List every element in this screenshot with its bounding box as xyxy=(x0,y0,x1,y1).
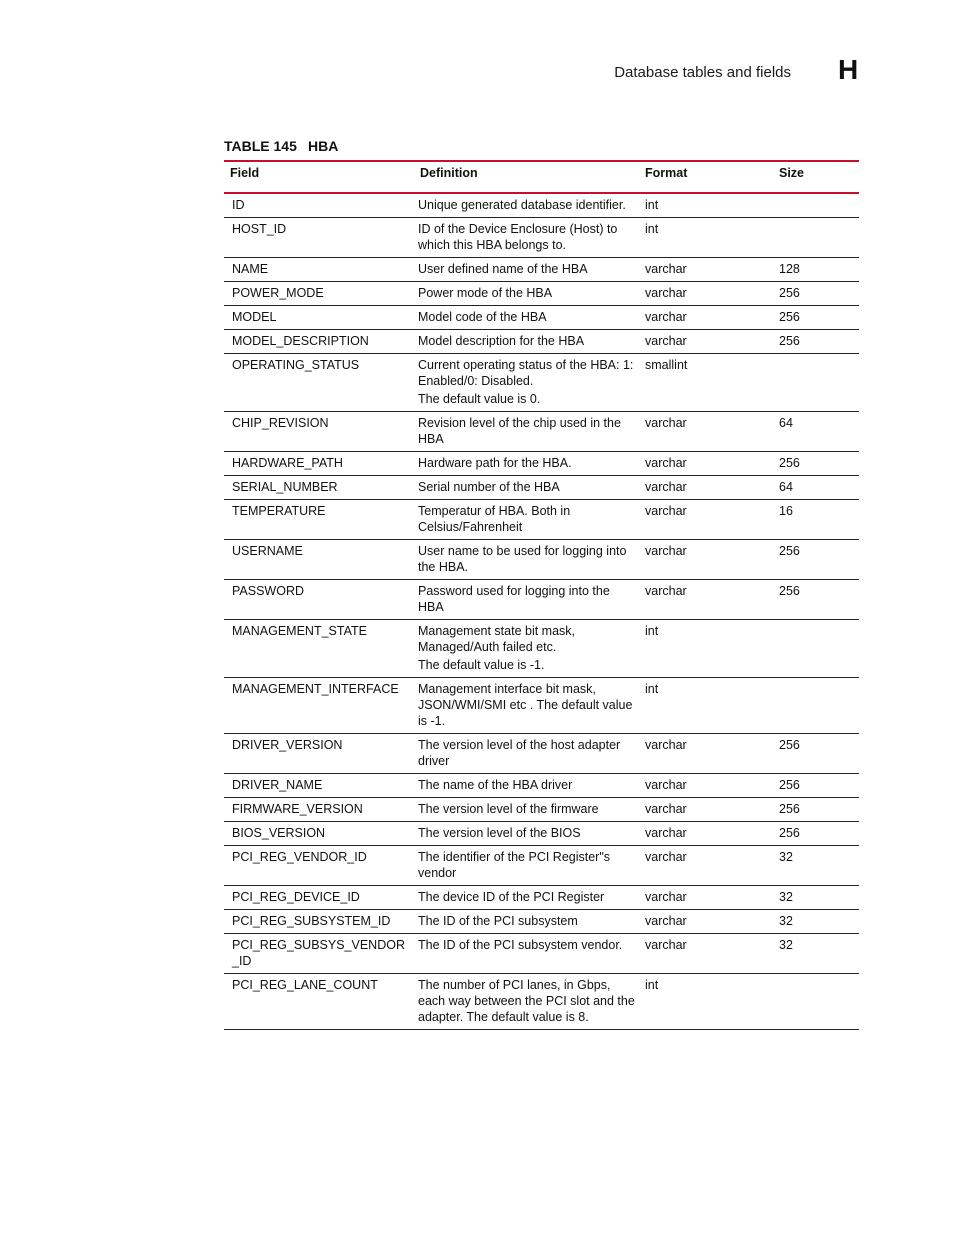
format-cell: varchar xyxy=(639,580,773,620)
table-row xyxy=(224,500,859,540)
table-body xyxy=(224,193,859,1030)
format-cell: varchar xyxy=(639,412,773,452)
format-cell: varchar xyxy=(639,500,773,540)
column-header-format: Format xyxy=(645,166,688,180)
table-caption xyxy=(224,138,338,154)
field-cell: PCI_REG_LANE_COUNT xyxy=(224,974,414,1030)
definition-cell xyxy=(414,476,639,500)
format-cell: varchar xyxy=(639,540,773,580)
definition-text: Temperatur of HBA. Both in Celsius/Fahrenheit xyxy=(418,504,571,534)
format-cell: varchar xyxy=(639,452,773,476)
appendix-letter: H xyxy=(838,54,859,85)
definition-text: The number of PCI lanes, in Gbps, each way between the PCI slot and the adapter. The default value is 8. xyxy=(418,978,635,1024)
definition-text: The version level of the BIOS xyxy=(418,826,581,840)
definition-text: Password used for logging into the HBA xyxy=(418,584,610,614)
size-cell: 16 xyxy=(773,500,859,540)
field-cell: PASSWORD xyxy=(224,580,414,620)
table-row xyxy=(224,734,859,774)
definition-text: Current operating status of the HBA: 1: Enabled/0: Disabled. xyxy=(418,358,634,388)
definition-text: The version level of the firmware xyxy=(418,802,599,816)
definition-cell xyxy=(414,734,639,774)
field-cell: POWER_MODE xyxy=(224,282,414,306)
field-cell: MODEL_DESCRIPTION xyxy=(224,330,414,354)
format-cell: int xyxy=(639,193,773,218)
size-cell: 64 xyxy=(773,412,859,452)
hba-table xyxy=(224,160,859,1030)
definition-cell xyxy=(414,306,639,330)
field-cell: DRIVER_NAME xyxy=(224,774,414,798)
size-cell xyxy=(773,193,859,218)
section-title: Database tables and fields xyxy=(614,64,791,81)
definition-note: The default value is 0. xyxy=(418,392,541,406)
definition-text: Model code of the HBA xyxy=(418,310,547,324)
definition-cell xyxy=(414,354,639,412)
definition-text: ID of the Device Enclosure (Host) to which this HBA belongs to. xyxy=(418,222,618,252)
size-cell: 256 xyxy=(773,282,859,306)
format-cell: int xyxy=(639,620,773,678)
size-cell: 256 xyxy=(773,798,859,822)
size-cell: 256 xyxy=(773,452,859,476)
field-cell: TEMPERATURE xyxy=(224,500,414,540)
size-cell: 256 xyxy=(773,774,859,798)
field-cell: MANAGEMENT_INTERFACE xyxy=(224,678,414,734)
field-cell: MANAGEMENT_STATE xyxy=(224,620,414,678)
definition-text: The device ID of the PCI Register xyxy=(418,890,605,904)
table-row xyxy=(224,412,859,452)
definition-cell xyxy=(414,620,639,678)
definition-text: The name of the HBA driver xyxy=(418,778,573,792)
definition-cell xyxy=(414,218,639,258)
table-row xyxy=(224,282,859,306)
definition-cell xyxy=(414,822,639,846)
size-cell: 256 xyxy=(773,822,859,846)
table-name: HBA xyxy=(308,138,339,154)
definition-cell xyxy=(414,846,639,886)
size-cell xyxy=(773,974,859,1030)
definition-note: The default value is -1. xyxy=(418,658,545,672)
definition-cell xyxy=(414,798,639,822)
definition-cell xyxy=(414,193,639,218)
table-row xyxy=(224,193,859,218)
table-row xyxy=(224,798,859,822)
table-row xyxy=(224,846,859,886)
table-row xyxy=(224,452,859,476)
definition-cell xyxy=(414,258,639,282)
definition-text: Power mode of the HBA xyxy=(418,286,553,300)
format-cell: varchar xyxy=(639,258,773,282)
size-cell: 256 xyxy=(773,330,859,354)
field-cell: NAME xyxy=(224,258,414,282)
format-cell: varchar xyxy=(639,822,773,846)
definition-cell xyxy=(414,580,639,620)
column-header-definition: Definition xyxy=(420,166,478,180)
definition-text: The version level of the host adapter driver xyxy=(418,738,621,768)
size-cell xyxy=(773,354,859,412)
definition-text: Model description for the HBA xyxy=(418,334,585,348)
format-cell: smallint xyxy=(639,354,773,412)
size-cell xyxy=(773,218,859,258)
format-cell: varchar xyxy=(639,282,773,306)
definition-text: Hardware path for the HBA. xyxy=(418,456,572,470)
size-cell: 32 xyxy=(773,886,859,910)
table-row xyxy=(224,910,859,934)
format-cell: int xyxy=(639,974,773,1030)
format-cell: varchar xyxy=(639,846,773,886)
format-cell: varchar xyxy=(639,910,773,934)
field-cell: HOST_ID xyxy=(224,218,414,258)
column-header-field: Field xyxy=(230,166,260,180)
definition-text: Revision level of the chip used in the HBA xyxy=(418,416,621,446)
column-header-size: Size xyxy=(779,166,805,180)
field-cell: MODEL xyxy=(224,306,414,330)
table-row xyxy=(224,620,859,678)
definition-text: Serial number of the HBA xyxy=(418,480,560,494)
definition-cell xyxy=(414,330,639,354)
definition-text: The ID of the PCI subsystem vendor. xyxy=(418,938,623,952)
table-row xyxy=(224,540,859,580)
definition-cell xyxy=(414,540,639,580)
format-cell: int xyxy=(639,218,773,258)
definition-text: Management state bit mask, Managed/Auth failed etc. xyxy=(418,624,576,654)
definition-cell xyxy=(414,886,639,910)
table-row xyxy=(224,306,859,330)
field-cell: SERIAL_NUMBER xyxy=(224,476,414,500)
definition-cell xyxy=(414,678,639,734)
size-cell: 256 xyxy=(773,734,859,774)
size-cell xyxy=(773,620,859,678)
size-cell: 64 xyxy=(773,476,859,500)
table-row xyxy=(224,678,859,734)
format-cell: varchar xyxy=(639,306,773,330)
size-cell: 32 xyxy=(773,910,859,934)
size-cell: 32 xyxy=(773,934,859,974)
definition-text: User defined name of the HBA xyxy=(418,262,588,276)
table-row xyxy=(224,258,859,282)
size-cell: 32 xyxy=(773,846,859,886)
definition-text: Unique generated database identifier. xyxy=(418,198,626,212)
field-cell: PCI_REG_VENDOR_ID xyxy=(224,846,414,886)
table-row xyxy=(224,580,859,620)
definition-text: The ID of the PCI subsystem xyxy=(418,914,578,928)
format-cell: varchar xyxy=(639,886,773,910)
table-row xyxy=(224,218,859,258)
format-cell: varchar xyxy=(639,798,773,822)
field-cell: HARDWARE_PATH xyxy=(224,452,414,476)
table-row xyxy=(224,934,859,974)
size-cell: 256 xyxy=(773,540,859,580)
table-row xyxy=(224,330,859,354)
definition-text: Management interface bit mask, JSON/WMI/SMI etc . The default value is -1. xyxy=(418,682,633,728)
format-cell: varchar xyxy=(639,734,773,774)
field-cell: BIOS_VERSION xyxy=(224,822,414,846)
format-cell: int xyxy=(639,678,773,734)
definition-cell xyxy=(414,974,639,1030)
field-cell: OPERATING_STATUS xyxy=(224,354,414,412)
table-row xyxy=(224,354,859,412)
definition-cell xyxy=(414,452,639,476)
table-header-row xyxy=(224,161,859,193)
format-cell: varchar xyxy=(639,774,773,798)
size-cell: 256 xyxy=(773,306,859,330)
table-row xyxy=(224,822,859,846)
field-cell: ID xyxy=(224,193,414,218)
field-cell: CHIP_REVISION xyxy=(224,412,414,452)
field-cell: FIRMWARE_VERSION xyxy=(224,798,414,822)
definition-cell xyxy=(414,774,639,798)
table-row xyxy=(224,476,859,500)
definition-cell xyxy=(414,934,639,974)
table-row xyxy=(224,974,859,1030)
definition-cell xyxy=(414,910,639,934)
definition-cell xyxy=(414,282,639,306)
definition-text: The identifier of the PCI Register"s vendor xyxy=(418,850,611,880)
table-row xyxy=(224,886,859,910)
format-cell: varchar xyxy=(639,476,773,500)
format-cell: varchar xyxy=(639,330,773,354)
field-cell: USERNAME xyxy=(224,540,414,580)
format-cell: varchar xyxy=(639,934,773,974)
definition-text: User name to be used for logging into the HBA. xyxy=(418,544,627,574)
size-cell: 128 xyxy=(773,258,859,282)
field-cell: PCI_REG_DEVICE_ID xyxy=(224,886,414,910)
field-cell: PCI_REG_SUBSYSTEM_ID xyxy=(224,910,414,934)
size-cell: 256 xyxy=(773,580,859,620)
field-cell: PCI_REG_SUBSYS_VENDOR_ID xyxy=(224,934,414,974)
table-number: TABLE 145 xyxy=(224,138,297,154)
definition-cell xyxy=(414,412,639,452)
definition-cell xyxy=(414,500,639,540)
table-row xyxy=(224,774,859,798)
size-cell xyxy=(773,678,859,734)
field-cell: DRIVER_VERSION xyxy=(224,734,414,774)
